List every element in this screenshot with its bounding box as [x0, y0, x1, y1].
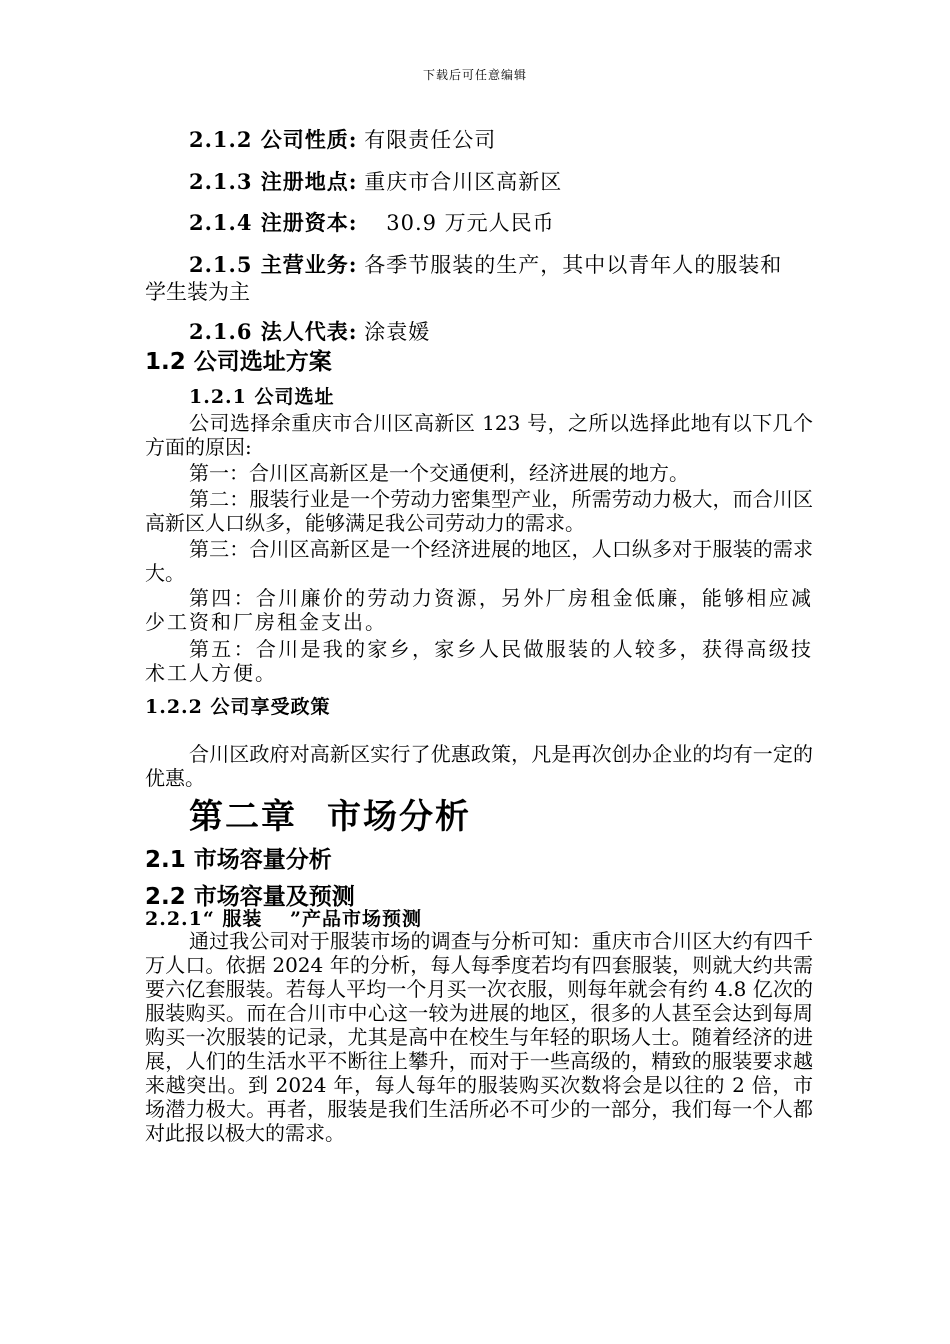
section-heading-2-1: 2.1 市场容量分析: [145, 847, 332, 873]
info-value: 有限责任公司: [364, 128, 497, 152]
paragraph-site-intro: 公司选择余重庆市合川区高新区 123 号，之所以选择此地有以下几个方面的原因:: [145, 411, 813, 459]
info-legal-representative: [145, 316, 430, 346]
paragraph-policy: 合川区政府对高新区实行了优惠政策，凡是再次创办企业的均有一定的优惠。: [145, 742, 813, 790]
info-main-business-continued: 学生装为主: [145, 280, 250, 304]
info-label: 2.1.5 主营业务:: [189, 252, 358, 277]
section-heading-2-2: 2.2 市场容量及预测: [145, 884, 355, 910]
info-label: 2.1.3 注册地点:: [189, 169, 358, 194]
section-heading-1-2: 1.2 公司选址方案: [145, 349, 332, 375]
paragraph-reason-4: 第四：合川廉价的劳动力资源，另外厂房租金低廉，能够相应减少工资和厂房租金支出。: [145, 586, 813, 634]
subsection-heading-2-2-1: 2.2.1“ 服装 ”产品市场预测: [145, 908, 422, 930]
info-value: 30.9 万元人民币: [364, 211, 555, 235]
chapter-number: 第二章: [189, 797, 297, 837]
paragraph-reason-5: 第五：合川是我的家乡，家乡人民做服装的人较多，获得高级技术工人方便。: [145, 637, 813, 685]
info-company-type: [145, 124, 496, 154]
paragraph-reason-1: 第一：合川区高新区是一个交通便利，经济进展的地方。: [189, 461, 689, 485]
chapter-name: 市场分析: [327, 797, 471, 837]
subsection-heading-1-2-2: 1.2.2 公司享受政策: [145, 696, 331, 718]
chapter-title: [145, 789, 471, 838]
info-label: 2.1.6 法人代表:: [189, 319, 358, 344]
info-registered-address: [145, 166, 562, 196]
info-value: 涂袁媛: [364, 320, 431, 344]
page-header-note: 下载后可任意编辑: [422, 68, 527, 82]
info-label: 2.1.2 公司性质:: [189, 127, 358, 152]
paragraph-market-forecast: 通过我公司对于服装市场的调查与分析可知：重庆市合川区大约有四千万人口。依据 2024 年的分析，每人每季度若均有四套服装，则就大约共需要六亿套服装。若每人平均一个月买一次衣服，则每年就会有约 4.8 亿次的服装购买。而在合川市中心这一较为进展的地区，很多的人甚至会达到每周购买一次服装的记录，尤其是高中在校生与年轻的职场人士。随着经济的进展，人们的生活水平不断往上攀升，而对于一些高级的，精致的服装要求越来越突出。到 2024 年，每人每年的服装购买次数将会是以往的 2 倍，市场潜力极大。再者，服装是我们生活所必不可少的一部分，我们每一个人都对此报以极大的需求。: [145, 929, 813, 1145]
info-main-business: [145, 249, 782, 279]
paragraph-reason-2: 第二：服装行业是一个劳动力密集型产业，所需劳动力极大，而合川区高新区人口纵多，能够满足我公司劳动力的需求。: [145, 487, 813, 535]
paragraph-reason-3: 第三：合川区高新区是一个经济进展的地区，人口纵多对于服装的需求大。: [145, 537, 813, 585]
info-value: 各季节服装的生产，其中以青年人的服装和: [364, 253, 783, 277]
info-label: 2.1.4 注册资本:: [189, 210, 358, 235]
info-value: 重庆市合川区高新区: [364, 170, 563, 194]
info-registered-capital: [145, 207, 555, 237]
subsection-heading-1-2-1: 1.2.1 公司选址: [189, 386, 335, 408]
